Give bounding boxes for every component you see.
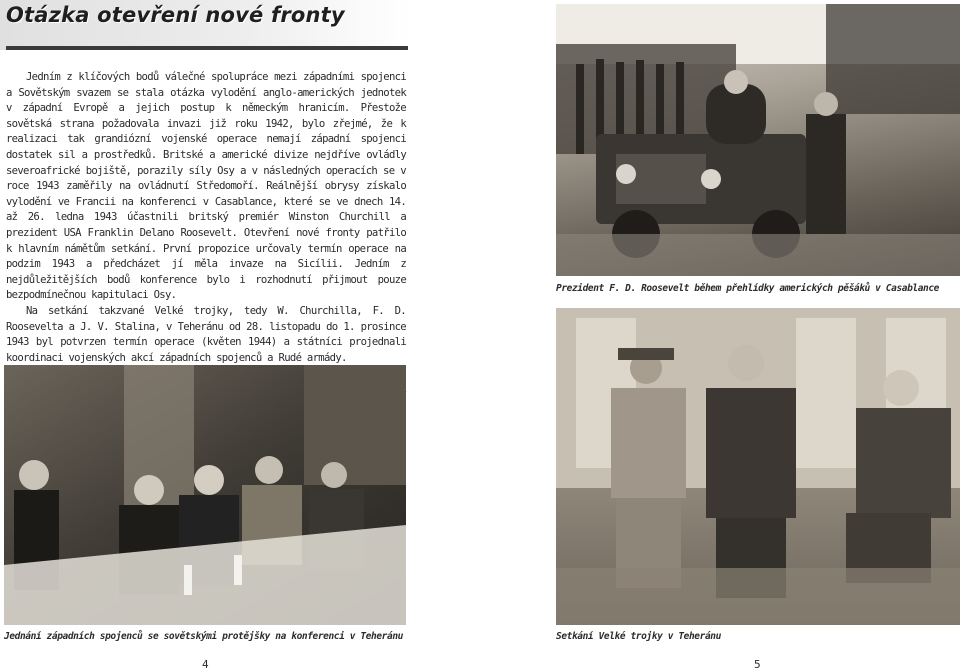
big-three-illustration: [556, 308, 960, 625]
page-title: Otázka otevření nové fronty: [6, 3, 345, 27]
meeting-scene-illustration: [4, 365, 406, 625]
photo-roosevelt-jeep: [556, 4, 960, 276]
caption-tehran-meeting: Jednání západních spojenců se sovětskými protějšky na konferenci v Teheránu: [4, 631, 403, 642]
page-number-left: 4: [202, 658, 209, 671]
jeep-scene-illustration: [556, 4, 960, 276]
caption-big-three: Setkání Velké trojky v Teheránu: [556, 631, 721, 642]
photo-big-three: [556, 308, 960, 625]
paragraph-1: Jedním z klíčových bodů válečné spolupráce mezi západními spojenci a Sovětským svazem se stala otázka vylodění anglo-amerických jednotek v západní Evropě a jejich postup k německým hranicím. Přestože sovětská strana požadovala invazi již roku 1942, bylo zřejmé, že k realizaci tak grandiózní vojenské operace nemají západní spojenci dostatek sil a prostředků. Britské a americké divize nejdříve ovládly severoafrické bojiště, porazily síly Osy a v následných operacích se v roce 1943 zaměřily na ovládnutí Středomoří. Reálnější obrysy získalo vylodění ve Francii na konferenci v Casablance, které se ve dnech 14. až 26. ledna 1943 účastnili britský premiér Winston Churchill a prezident USA Franklin Delano Roosevelt. Otevření nové fronty patřilo k hlavním námětům setkání. První propozice určovaly termín operace na podzim 1943 a předcházet jí měla invaze na Sicílii. Jedním z nejdůležitějších bodů konference bylo i rozhodnutí přijmout pouze bezpodmínečnou kapitulaci Osy.: [6, 71, 406, 302]
caption-roosevelt-jeep: Prezident F. D. Roosevelt během přehlídky amerických pěšáků v Casablance: [556, 283, 940, 294]
paragraph-2: Na setkání takzvané Velké trojky, tedy W. Churchilla, F. D. Roosevelta a J. V. Stalina, v Teheránu od 28. listopadu do 1. prosince 1943 byl potvrzen termín operace (květen 1944) a státníci projednali koordinaci vojenských akcí západních spojenců a Rudé armády.: [6, 304, 406, 364]
photo-tehran-meeting: [4, 365, 406, 625]
page-number-right: 5: [754, 658, 761, 671]
title-underline: [6, 46, 408, 50]
article-body: [6, 70, 406, 413]
